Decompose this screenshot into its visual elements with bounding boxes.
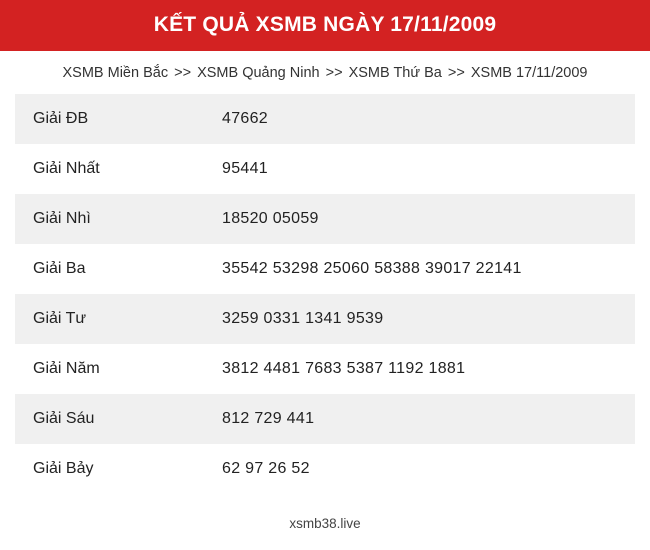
breadcrumb-separator: >> bbox=[174, 65, 192, 81]
prize-numbers: 3812 4481 7683 5387 1192 1881 bbox=[220, 344, 635, 394]
table-row bbox=[15, 344, 635, 394]
breadcrumb-item-1[interactable]: XSMB Quảng Ninh bbox=[197, 65, 320, 81]
prize-numbers: 3259 0331 1341 9539 bbox=[220, 294, 635, 344]
lottery-results-table bbox=[15, 94, 635, 494]
prize-label: Giải Năm bbox=[15, 344, 220, 394]
prize-label: Giải Tư bbox=[15, 294, 220, 344]
breadcrumb-item-0[interactable]: XSMB Miền Bắc bbox=[62, 65, 169, 81]
page-title: KẾT QUẢ XSMB NGÀY 17/11/2009 bbox=[0, 0, 650, 51]
breadcrumb-separator: >> bbox=[447, 65, 465, 81]
breadcrumb-item-3[interactable]: XSMB 17/11/2009 bbox=[470, 65, 588, 81]
table-row bbox=[15, 94, 635, 144]
breadcrumb-item-2[interactable]: XSMB Thứ Ba bbox=[348, 65, 442, 81]
table-row bbox=[15, 194, 635, 244]
prize-numbers: 47662 bbox=[220, 94, 635, 144]
table-row bbox=[15, 244, 635, 294]
prize-label: Giải Nhì bbox=[15, 194, 220, 244]
breadcrumb-separator: >> bbox=[325, 65, 343, 81]
prize-label: Giải Ba bbox=[15, 244, 220, 294]
site-watermark: xsmb38.live bbox=[289, 516, 361, 531]
table-row bbox=[15, 444, 635, 494]
table-row bbox=[15, 394, 635, 444]
prize-numbers: 62 97 26 52 bbox=[220, 444, 635, 494]
prize-label: Giải Bảy bbox=[15, 444, 220, 494]
table-row bbox=[15, 294, 635, 344]
prize-label: Giải Sáu bbox=[15, 394, 220, 444]
prize-numbers: 95441 bbox=[220, 144, 635, 194]
table-row bbox=[15, 144, 635, 194]
breadcrumb bbox=[0, 51, 650, 94]
prize-label: Giải Nhất bbox=[15, 144, 220, 194]
prize-numbers: 18520 05059 bbox=[220, 194, 635, 244]
prize-numbers: 35542 53298 25060 58388 39017 22141 bbox=[220, 244, 635, 294]
prize-numbers: 812 729 441 bbox=[220, 394, 635, 444]
prize-label: Giải ĐB bbox=[15, 94, 220, 144]
